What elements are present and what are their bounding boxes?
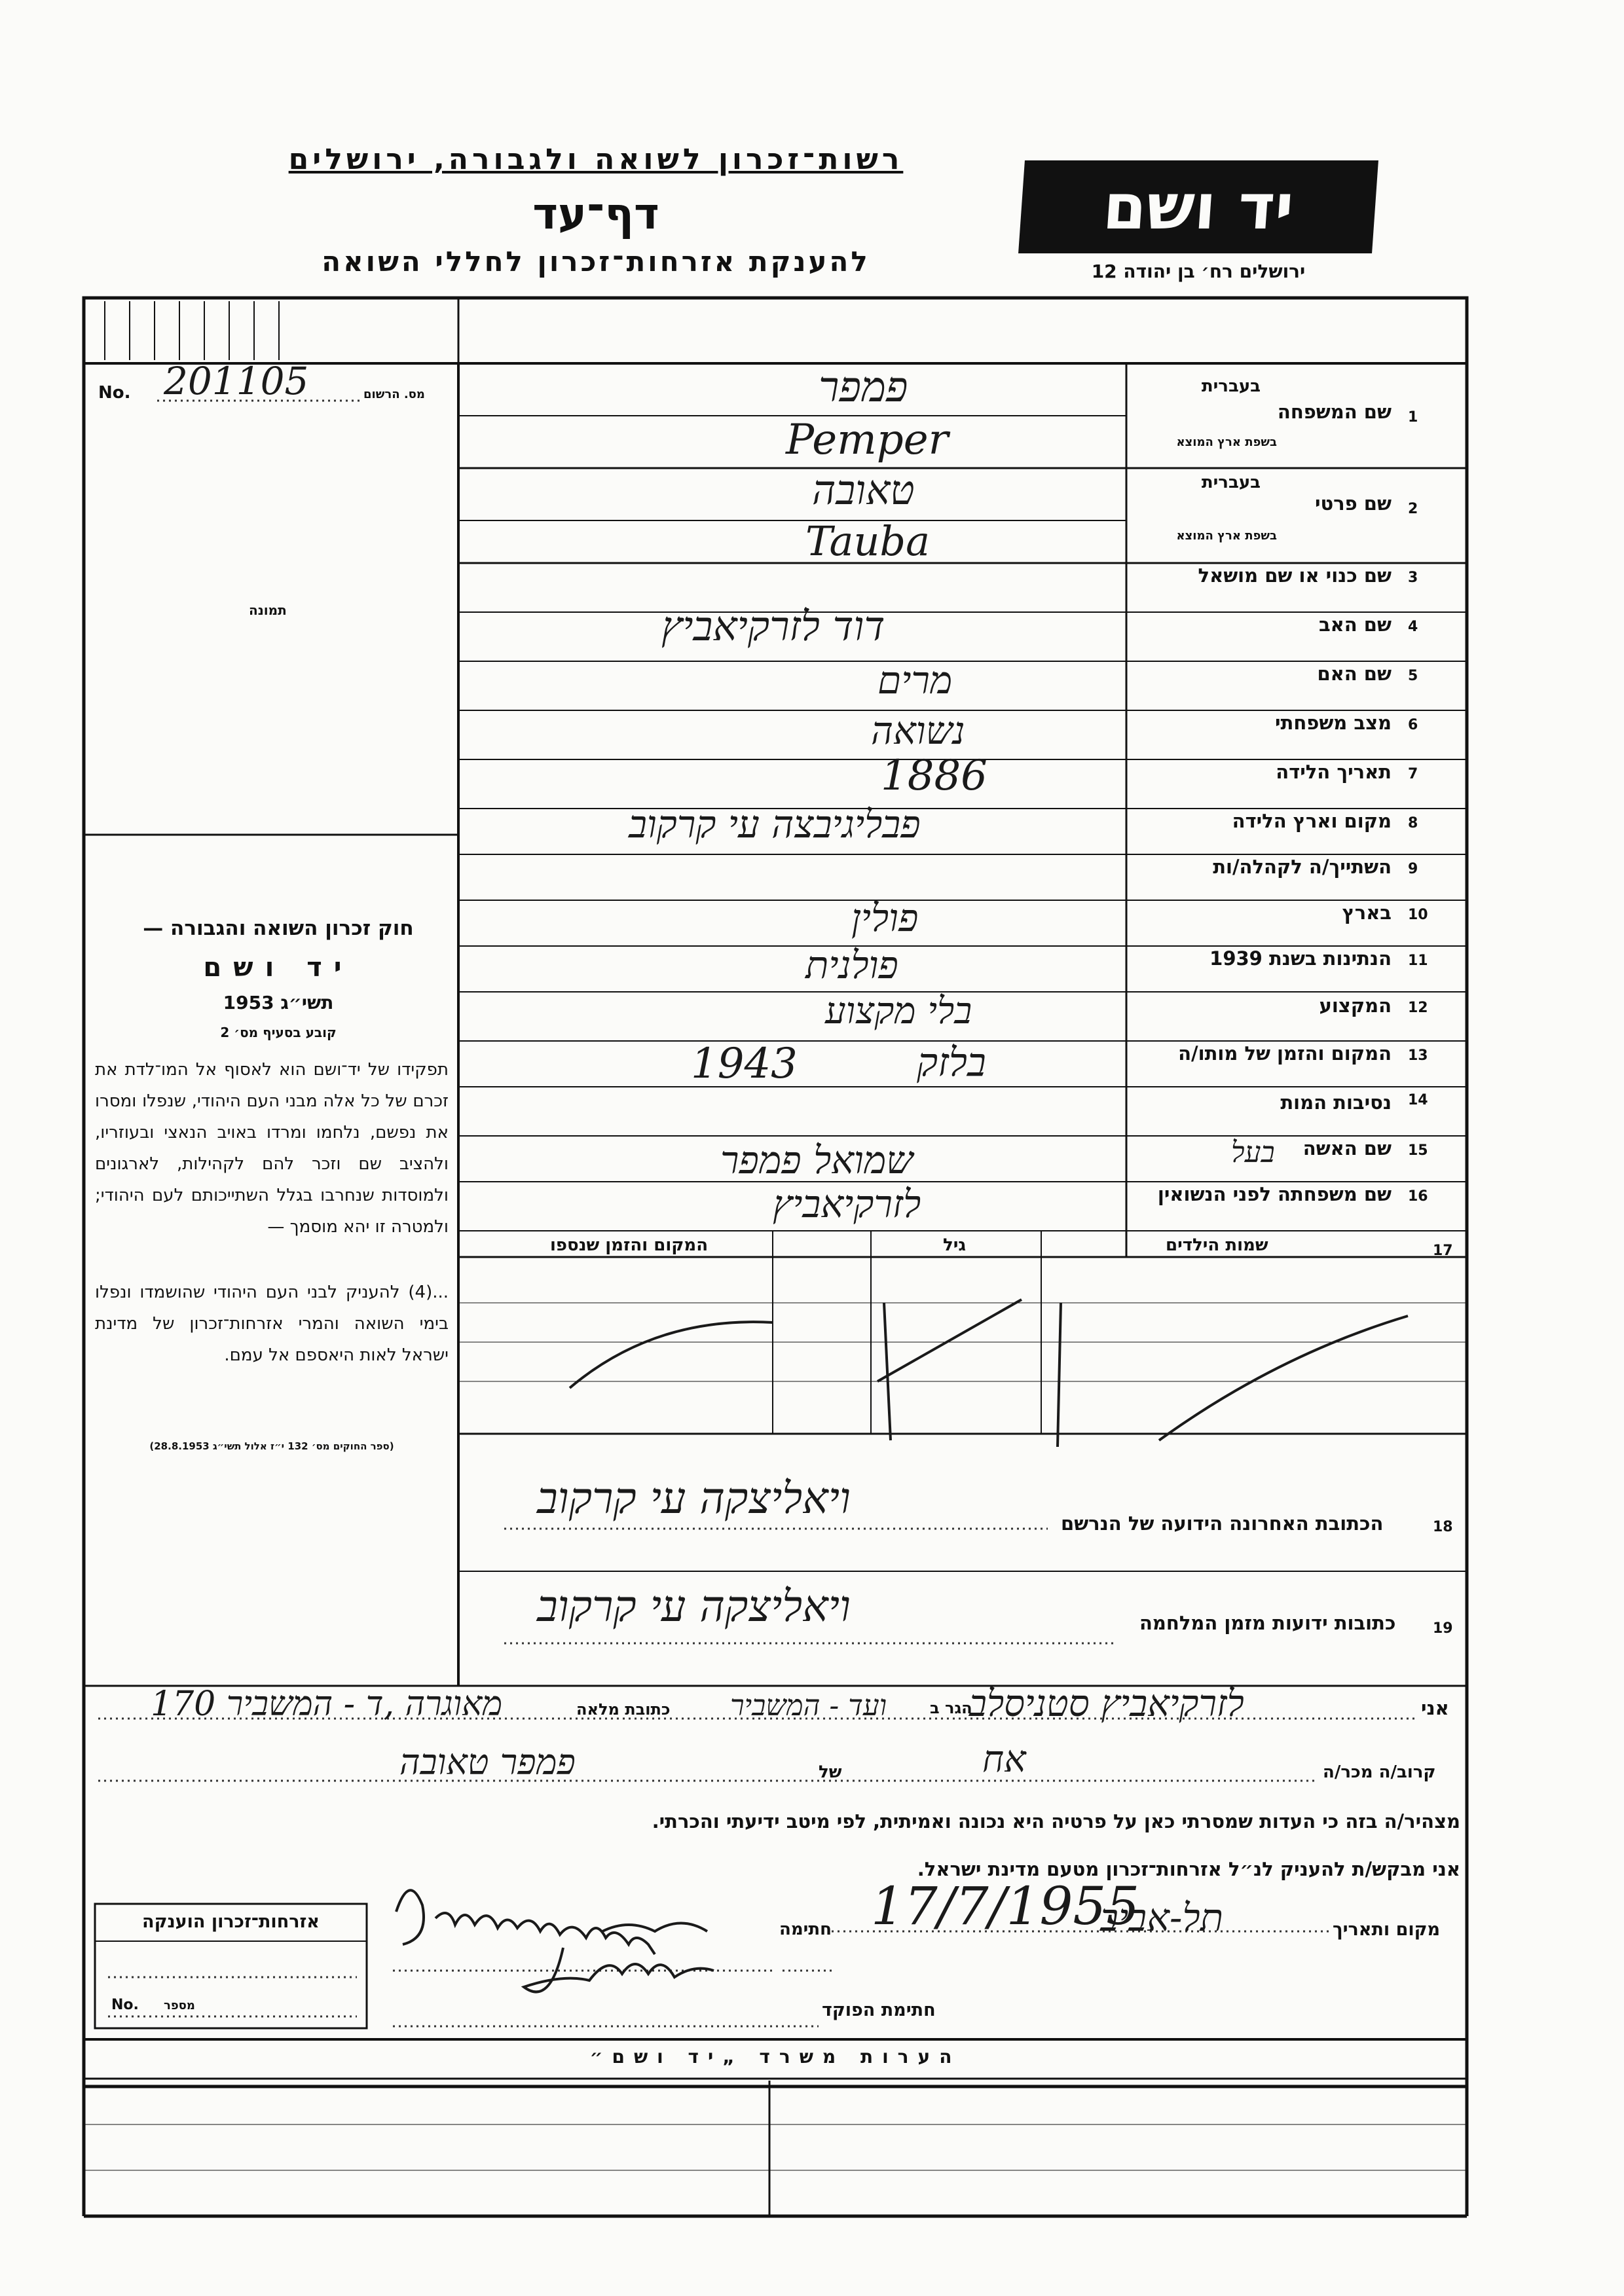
field-num-4: 4	[1408, 619, 1418, 635]
field-num-3: 3	[1408, 570, 1418, 586]
field-label-citizenship-1939: הנתינות בשנת 1939	[1209, 947, 1392, 970]
death-year-value: 1943	[691, 1040, 798, 1088]
field-num-16: 16	[1408, 1188, 1428, 1205]
field-num-2: 2	[1408, 501, 1418, 517]
full-address-label: כתובת מלאה	[576, 1700, 671, 1719]
field-label-birth-date: תאריך הלידה	[1276, 761, 1392, 783]
mother-name-value: מרים	[877, 658, 953, 702]
field-num-5: 5	[1408, 668, 1418, 684]
residing-city-value: ועד - המשביר	[730, 1689, 887, 1722]
declaration-i: אני	[1421, 1697, 1449, 1719]
first-name-hebrew-value: טאובה	[812, 466, 915, 514]
field-label-wartime-addresses: כתובות ידועות מזמן המלחמה	[1139, 1612, 1396, 1634]
field-label-wife-name: שם האשה	[1302, 1137, 1392, 1159]
place-date-label: מקום ותאריך	[1333, 1920, 1441, 1940]
spouse-name-value: שמואל פמפר	[720, 1138, 913, 1182]
children-place-header: המקום והזמן שנספו	[550, 1235, 709, 1255]
registration-no-caption: מס. הרשום	[363, 388, 425, 401]
law-heading: חוק זכרון השואה והגבורה —	[143, 917, 414, 940]
law-text: תפקידו של יד־ושם הוא לאסוף אל המו־לדת את זכרם של כל אלה מבני העם היהודי, שנפלו ומסרו את נפשם, נלחמו ומרדו באויב הנאצי ובעוזריו, ולהציב שם וזכר להם לקהילות, לארגונים ולמוסדות שנחרבו בגלל השתייכותם לעם היהודי; ולמטרה זו יהא מוסמך —	[95, 1060, 449, 1237]
children-strike-lines	[570, 1300, 1408, 1447]
field-label-death-circumstances: נסיבות המות	[1280, 1091, 1392, 1114]
field-num-15: 15	[1408, 1142, 1428, 1159]
citizenship-box-title: אזרחות־זכרון הוענקה	[142, 1912, 320, 1932]
marital-status-value: נשואה	[871, 708, 965, 753]
field-sub-hebrew: בעברית	[1201, 473, 1261, 492]
officer-signature-label: חתימת הפוקד	[822, 2000, 936, 2020]
field-num-8: 8	[1408, 815, 1418, 831]
birth-date-value: 1886	[881, 752, 987, 800]
request-statement: אני מבקש/ת להעניק לנ״ל אזרחות־זכרון מטעם מדינת ישראל.	[917, 1858, 1460, 1880]
field-num-6: 6	[1408, 717, 1418, 733]
declaration-statement: מצהיר/ה בזה כי העדות שמסרתי כאן על פרטיה היא נכונה ואמיתית, לפי מיטב ידיעתי והכרתי.	[652, 1810, 1460, 1832]
registration-no-label: No.	[98, 383, 131, 403]
field-num-1: 1	[1408, 409, 1418, 426]
field-num-19: 19	[1433, 1620, 1453, 1637]
field-sub-hebrew: בעברית	[1201, 376, 1261, 396]
law-name: יד ושם	[203, 953, 354, 983]
form-title: דף־עד	[532, 189, 659, 239]
field-label-nickname: שם כנוי או שם מושאל	[1198, 564, 1392, 587]
law-clause: קובע בסעיף מס׳ 2	[220, 1025, 337, 1040]
surname-origin-value: Pemper	[786, 416, 949, 464]
field-num-12: 12	[1408, 1000, 1428, 1016]
form-subtitle: להענקת אזרחות־זכרון לחללי השואה	[322, 246, 870, 278]
institution-address: ירושלים רח׳ בן יהודה 12	[1091, 261, 1306, 282]
field-label-maiden-name: שם משפחתה לפני הנשואין	[1157, 1183, 1392, 1205]
authority-name: רשות־זכרון לשואה ולגבורה, ירושלים	[288, 143, 904, 176]
field-num-11: 11	[1408, 953, 1428, 969]
father-name-value: דוד לזרקיאביץ	[661, 602, 885, 650]
profession-value: בלי מקצוע	[825, 990, 972, 1032]
law-citation: (ספר החוקים מס׳ 132 י״ז אלול תשי״ג 28.8.1953)	[149, 1440, 394, 1452]
full-address-value: מאוגרה ,ד - המשביר 170	[151, 1685, 503, 1724]
relation-label: קרוב/ה מכר/ה	[1323, 1762, 1436, 1782]
signature-label: חתימה	[779, 1920, 832, 1939]
spouse-note-value: בעל	[1231, 1136, 1275, 1169]
field-label-profession: המקצוע	[1319, 994, 1392, 1017]
field-sub-origin: בשפת ארץ המוצא	[1176, 435, 1277, 449]
field-label-marital-status: מצב משפחתי	[1274, 712, 1392, 734]
field-num-7: 7	[1408, 766, 1418, 782]
citizenship-no-label: No.	[111, 1997, 139, 2013]
surname-hebrew-value: פמפר	[819, 363, 908, 412]
field-num-14: 14	[1408, 1092, 1428, 1108]
field-label-first-name: שם פרטי	[1314, 492, 1392, 515]
yad-vashem-logo: יד ושם	[1018, 160, 1378, 253]
registration-no-value: 201105	[164, 359, 309, 403]
place-value: תל-אביב	[1100, 1895, 1224, 1940]
wartime-address-value: ויאליצקה עי קרקוב	[537, 1581, 851, 1631]
field-label-mother: שם האם	[1317, 663, 1392, 685]
field-label-last-address: הכתובת האחרונה הידועה של הנרשם	[1061, 1512, 1384, 1535]
law-year: תשי״ג 1953	[223, 992, 334, 1013]
field-num-13: 13	[1408, 1048, 1428, 1064]
birth-place-value: פבליגיבצה עי קרקוב	[629, 802, 921, 847]
field-num-10: 10	[1408, 907, 1428, 923]
field-sub-origin: בשפת ארץ המוצא	[1176, 529, 1277, 543]
field-label-surname: שם המשפחה	[1277, 401, 1392, 423]
children-age-header: גיל	[943, 1235, 967, 1255]
citizenship-no-caption: מספר	[164, 1999, 195, 2013]
relation-value: אח	[982, 1738, 1026, 1781]
field-label-death-place-time: המקום והזמן של מותו/ה	[1178, 1042, 1392, 1065]
photo-label: תמונה	[249, 602, 287, 618]
of-name-value: פמפר טאובה	[399, 1741, 576, 1783]
residing-label: הגר ב	[930, 1699, 972, 1717]
first-name-origin-value: Tauba	[805, 517, 931, 565]
field-num-17: 17	[1433, 1243, 1453, 1259]
office-remarks-title: הערות משרד „יד ושם״	[589, 2046, 961, 2068]
field-label-birth-place: מקום וארץ הלידה	[1232, 810, 1392, 832]
citizenship-1939-value: פולנית	[805, 943, 898, 987]
death-place-value: בלזק	[917, 1040, 986, 1085]
of-label: של	[819, 1762, 842, 1782]
law-clause-4: ...(4) להעניק לבני העם היהודי שהושמדו ונפלו בימי השואה והמרי אזרחות־זכרון של מדינת ישראל לאות היאספם אל עמם.	[95, 1283, 449, 1365]
field-label-community: השתייך/ה לקהלה/ות	[1213, 856, 1392, 878]
declarant-name-value: לזרקיאביץ סטניסלב	[969, 1683, 1244, 1725]
children-names-header: שמות הילדים	[1166, 1235, 1268, 1255]
declarant-signature	[396, 1890, 655, 1954]
country-value: פולין	[851, 896, 919, 940]
last-address-value: ויאליצקה עי קרקוב	[537, 1473, 851, 1523]
field-label-country: בארץ	[1342, 902, 1392, 924]
field-num-9: 9	[1408, 861, 1418, 877]
field-label-father: שם האב	[1318, 613, 1392, 636]
date-value: 17/7/1955	[871, 1876, 1140, 1937]
field-num-18: 18	[1433, 1519, 1453, 1535]
maiden-name-value: לזרקיאביץ	[773, 1182, 921, 1226]
